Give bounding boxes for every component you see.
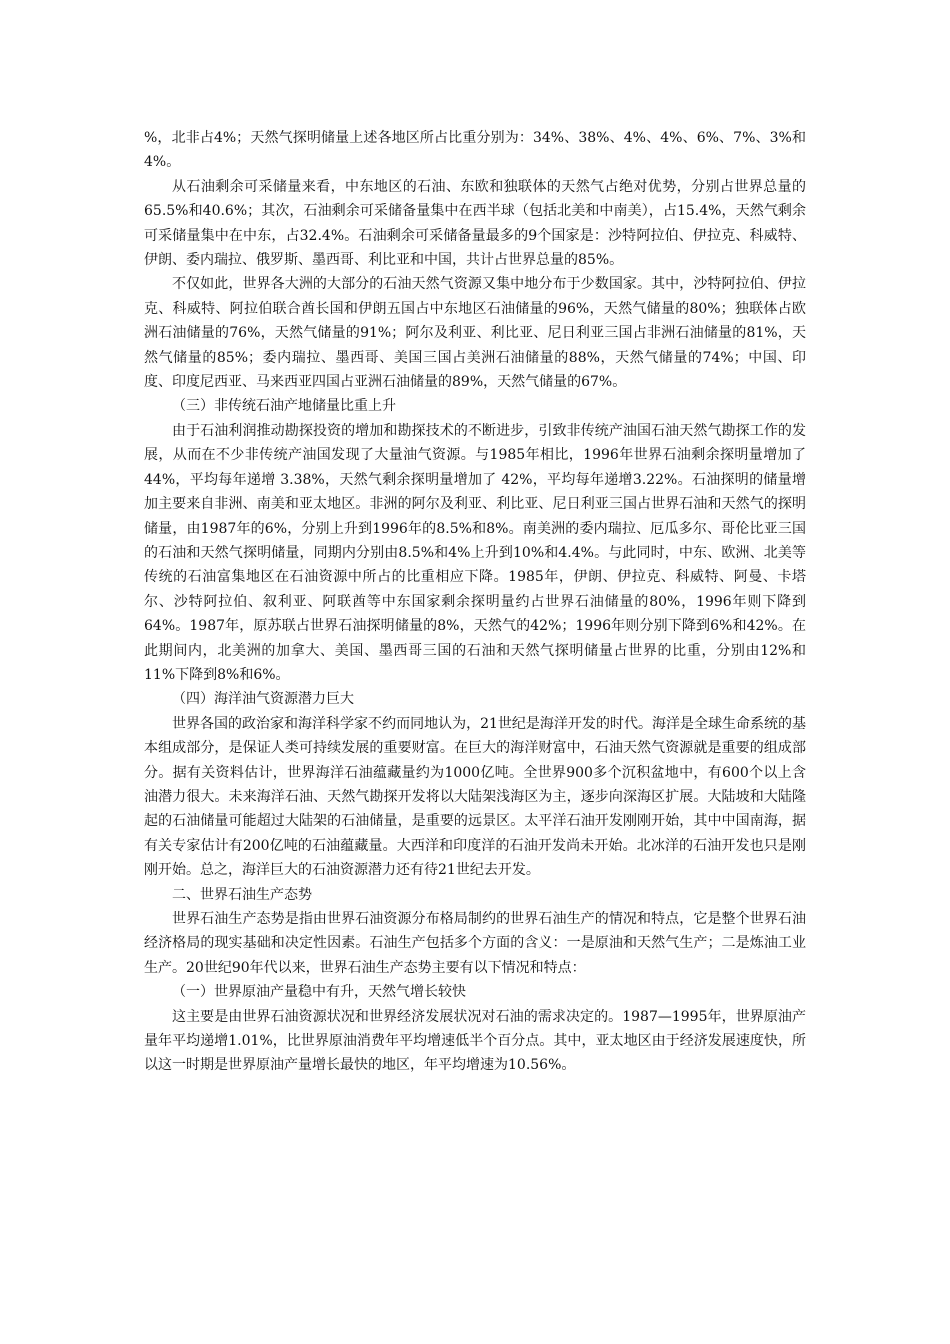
paragraph-production-overview: 世界石油生产态势是指由世界石油资源分布格局制约的世界石油生产的情况和特点，它是整个世界石油经济格局的现实基础和决定性因素。石油生产包括多个方面的含义：一是原油和天然气生产；二是炼油工业生产。20世纪90年代以来，世界石油生产态势主要有以下情况和特点： xyxy=(144,911,806,976)
paragraph-non-traditional-growth: 由于石油利润推动勘探投资的增加和勘探技术的不断进步，引致非传统产油国石油天然气勘探工作的发展，从而在不少非传统产油国发现了大量油气资源。与1985年相比，1996年世界石油剩余探明量增加了 44%，平均每年递增 3.38%，天然气剩余探明量增加了 42%，平均每年递增3.22%。石油探明的储量增加主要来自非洲、南美和亚太地区。非洲的阿尔及利亚、利比亚、尼日利亚三国占世界石油和天然气的探明储量，由1987年的6%，分别上升到1996年的8.5%和8%。南美洲的委内瑞拉、厄瓜多尔、哥伦比亚三国的石油和天然气探明储量，同期内分别由8.5%和4%上升到10%和4.4%。与此同时，中东、欧洲、北美等传统的石油富集地区在石油资源中所占的比重相应下降。1985年，伊朗、伊拉克、科威特、阿曼、卡塔尔、沙特阿拉伯、叙利亚、阿联酋等中东国家剩余探明量约占世界石油储量的80%，1996年则下降到64%。1987年，原苏联占世界石油探明储量的8%，天然气的42%；1996年则分别下降到6%和42%。在此期间内，北美洲的加拿大、美国、墨西哥三国的石油和天然气探明储量占世界的比重，分别由12%和11%下降到8%和6%。 xyxy=(144,422,806,683)
section-heading-offshore: （四）海洋油气资源潜力巨大 xyxy=(172,691,354,708)
section-heading-production: 二、世界石油生产态势 xyxy=(172,886,312,903)
paragraph-concentration-by-country: 不仅如此，世界各大洲的大部分的石油天然气资源又集中地分布于少数国家。其中，沙特阿拉伯、伊拉克、科威特、阿拉伯联合酋长国和伊朗五国占中东地区石油储量的96%，天然气储量的80%；独联体占欧洲石油储量的76%，天然气储量的91%；阿尔及利亚、利比亚、尼日利亚三国占非洲石油储量的81%，天然气储量的85%；委内瑞拉、墨西哥、美国三国占美洲石油储量的88%，天然气储量的74%；中国、印度、印度尼西亚、马来西亚四国占亚洲石油储量的89%，天然气储量的67%。 xyxy=(144,276,806,391)
paragraph-reserves-share-continued: %，北非占4%；天然气探明储量上述各地区所占比重分别为：34%、38%、4%、4%、6%、7%、3%和4%。 xyxy=(144,130,806,171)
paragraph-crude-output-growth: 这主要是由世界石油资源状况和世界经济发展状况对石油的需求决定的。1987—1995年，世界原油产量年平均递增1.01%，比世界原油消费年平均增速低半个百分点。其中，亚太地区由于经济发展速度快，所以这一时期是世界原油产量增长最快的地区，年平均增速为10.56%。 xyxy=(144,1008,806,1074)
section-heading-crude-output: （一）世界原油产量稳中有升，天然气增长较快 xyxy=(172,984,466,1001)
paragraph-remaining-recoverable-reserves: 从石油剩余可采储量来看，中东地区的石油、东欧和独联体的天然气占绝对优势，分别占世界总量的65.5%和40.6%；其次，石油剩余可采储备量集中在西半球（包括北美和中南美），占15.4%，天然气剩余可采储量集中在中东，占32.4%。石油剩余可采储备量最多的9个国家是：沙特阿拉伯、伊拉克、科威特、伊朗、委内瑞拉、俄罗斯、墨西哥、利比亚和中国，共计占世界总量的85%。 xyxy=(144,178,806,269)
paragraph-offshore-potential: 世界各国的政治家和海洋科学家不约而同地认为，21世纪是海洋开发的时代。海洋是全球生命系统的基本组成部分，是保证人类可持续发展的重要财富。在巨大的海洋财富中，石油天然气资源就是重要的组成部分。据有关资料估计，世界海洋石油蕴藏量约为1000亿吨。全世界900多个沉积盆地中，有600个以上含油潜力很大。未来海洋石油、天然气勘探开发将以大陆架浅海区为主，逐步向深海区扩展。大陆坡和大陆隆起的石油储量可能超过大陆架的石油储量，是重要的远景区。太平洋石油开发刚刚开始，其中中国南海，据有关专家估计有200亿吨的石油蕴藏量。大西洋和印度洋的石油开发尚未开始。北冰洋的石油开发也只是刚刚开始。总之，海洋巨大的石油资源潜力还有待21世纪去开发。 xyxy=(144,715,806,879)
document-page xyxy=(144,126,806,1078)
section-heading-non-traditional: （三）非传统石油产地储量比重上升 xyxy=(172,398,396,415)
